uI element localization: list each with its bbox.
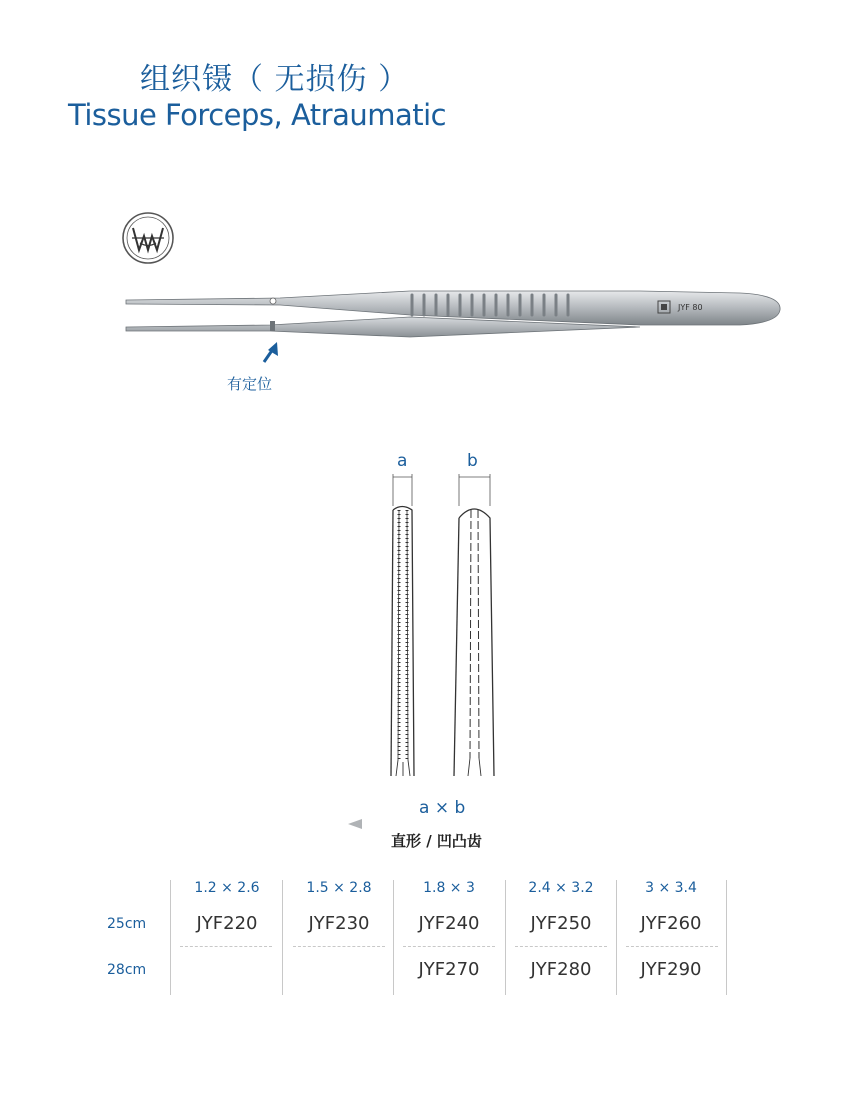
row-separator (626, 946, 718, 947)
page-title-cn: 组织镊（ 无损伤 ） (140, 62, 410, 97)
row-label-length: 25cm (107, 916, 147, 932)
table-cell: JYF240 (418, 913, 480, 934)
row-label-length: 28cm (107, 962, 147, 978)
size-table (0, 870, 860, 1000)
table-cell: JYF260 (640, 913, 702, 934)
table-divider (282, 880, 283, 995)
tooth-type-label: 直形 / 凹凸齿 (391, 832, 482, 850)
row-separator (293, 946, 385, 947)
engraving-text: JYF 80 (678, 303, 703, 312)
row-separator (515, 946, 607, 947)
table-cell: JYF220 (196, 913, 258, 934)
dim-label-a: a (397, 451, 408, 471)
table-cell: JYF270 (418, 959, 480, 980)
brand-seal-icon (120, 210, 176, 266)
row-separator (180, 946, 272, 947)
dim-label-b: b (467, 451, 478, 471)
forceps-image (120, 285, 790, 345)
page-title-en: Tissue Forceps, Atraumatic (68, 98, 447, 132)
triangle-marker-icon (346, 818, 364, 830)
column-header: 1.2 × 2.6 (194, 880, 260, 896)
table-cell: JYF290 (640, 959, 702, 980)
row-separator (403, 946, 495, 947)
column-header: 2.4 × 3.2 (528, 880, 594, 896)
table-cell: JYF230 (308, 913, 370, 934)
feature-label: 有定位 (227, 375, 273, 393)
table-cell: JYF280 (530, 959, 592, 980)
column-header: 1.8 × 3 (423, 880, 475, 896)
column-header: 3 × 3.4 (645, 880, 697, 896)
pointer-arrow-icon (258, 340, 282, 366)
table-divider (726, 880, 727, 995)
size-formula: a × b (419, 798, 466, 818)
table-divider (170, 880, 171, 995)
tip-detail-drawing (380, 470, 510, 782)
table-cell: JYF250 (530, 913, 592, 934)
column-header: 1.5 × 2.8 (306, 880, 372, 896)
